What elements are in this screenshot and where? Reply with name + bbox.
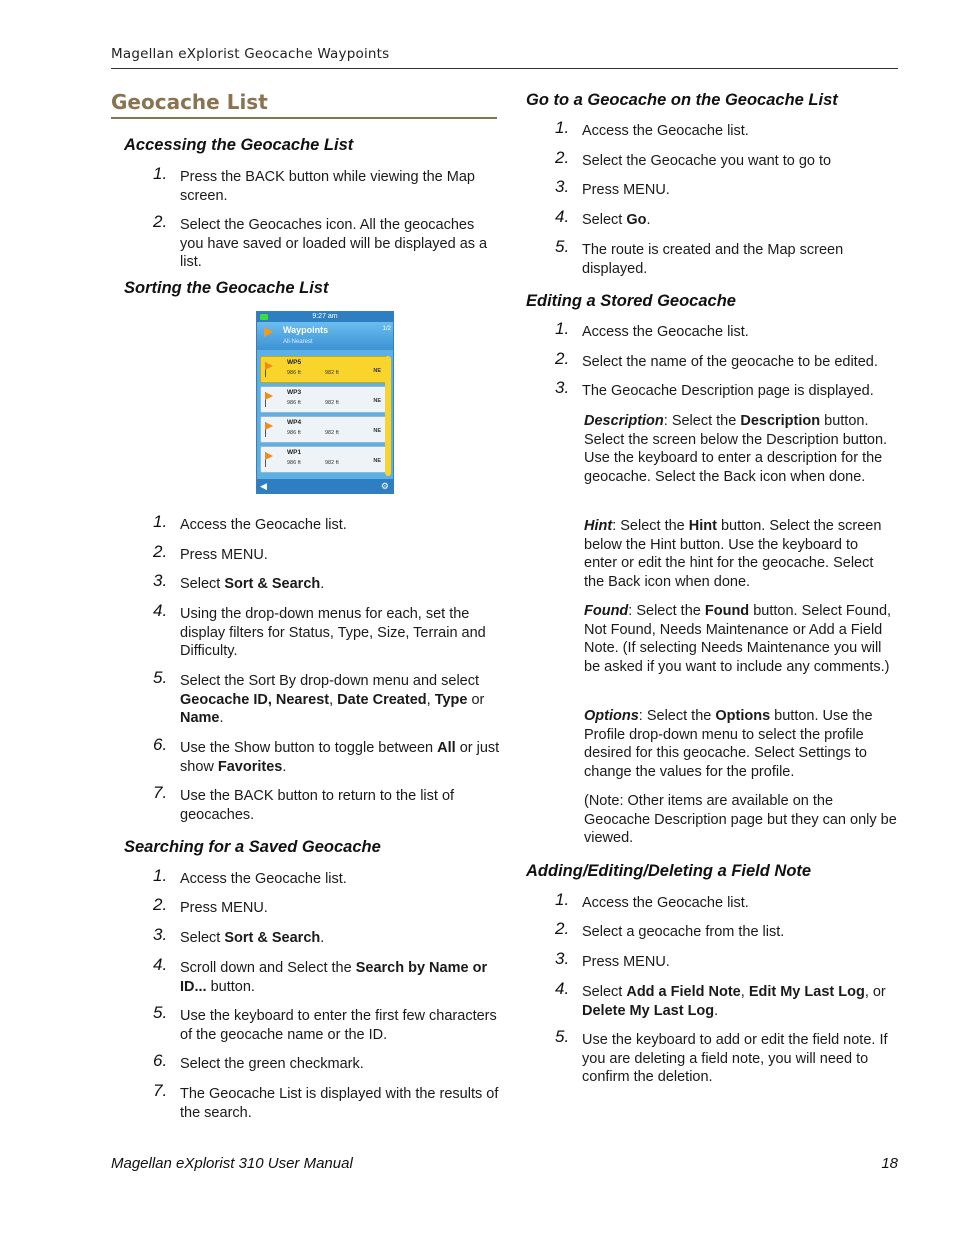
step-number: 2. [153,895,168,914]
waypoint-direction: NE [373,458,381,464]
menu-icon[interactable]: ⚙ [380,481,389,491]
step-text: Select [582,212,627,228]
list-item [153,512,500,535]
device-subtitle: All-Nearest [283,339,313,345]
para-text: button. Select Found, Not Found, Needs Maintenance or Add a Field Note. (If selecting Needs Maintenance you will be asked if you want to include any comments.) [584,603,892,675]
footer-manual-title: Magellan eXplorist 310 User Manual [111,1155,353,1172]
device-title: Waypoints [283,325,329,335]
list-item [153,1081,500,1122]
step-text: Press MENU. [180,547,268,563]
step-number: 3. [555,177,570,196]
step-text: . [320,930,325,946]
para-bold: Hint [688,518,717,534]
note-paragraph: (Note: Other items are available on the Geocache Description page but they can only be viewed. [584,793,897,846]
step-text: Using the drop-down menus for each, set the display filters for Status, Type, Size, Terrain and Difficulty. [180,606,486,659]
step-text: Access the Geocache list. [582,123,749,139]
step-bold: Date Created [337,691,427,708]
list-item [153,866,500,889]
device-page-count: 1/2 [382,326,391,332]
flag-icon [265,362,273,370]
description-paragraph [584,412,898,486]
step-text: . [714,1002,719,1019]
device-status-bar [257,312,393,322]
term-label: Found [584,603,629,619]
list-item [153,668,500,728]
step-bold: Sort & Search [224,930,321,946]
para-text: : Select the [638,708,716,724]
step-number: 3. [555,378,570,397]
waypoint-direction: NE [373,368,381,374]
list-item [555,979,902,1020]
hint-paragraph [584,517,884,591]
step-text: Use the BACK button to return to the list of geocaches. [180,788,455,823]
step-bold: Delete My Last Log [582,1002,715,1019]
list-item [153,164,500,205]
waypoint-direction: NE [373,398,381,404]
waypoint-row[interactable] [260,386,388,413]
flag-icon [265,422,273,430]
waypoint-row[interactable] [260,446,388,473]
step-bold: All [437,740,456,756]
waypoint-name: WP3 [287,389,302,396]
step-text: or just show [180,740,500,775]
step-text: The Geocache List is displayed with the results of the search. [180,1086,499,1121]
step-bold: Add a Field Note [626,984,741,1000]
step-text: Access the Geocache list. [582,895,749,911]
options-paragraph [584,707,900,781]
step-number: 2. [153,542,168,561]
step-number: 1. [555,890,570,909]
term-label: Hint [584,518,613,534]
para-bold: Found [704,603,750,619]
para-bold: Options [715,708,771,724]
step-number: 5. [555,237,570,256]
para-bold: Description [740,413,821,429]
waypoint-distance: 986 ft [287,370,301,376]
device-screenshot [256,311,394,494]
step-text: button. [206,978,255,995]
waypoint-name: WP5 [287,359,302,366]
step-text: Use the keyboard to add or edit the field note. If you are deleting a field note, you will need to confirm the deletion. [582,1032,888,1085]
step-text: , [329,691,338,708]
step-text: Press MENU. [582,182,670,198]
step-text: Select a geocache from the list. [582,924,785,940]
step-text: . [320,576,325,592]
waypoint-row[interactable] [260,356,388,383]
list-item [555,177,902,200]
waypoint-distance: 986 ft [287,460,301,466]
waypoint-distance: 986 ft [287,400,301,406]
step-text: , or [864,984,886,1000]
para-text: button. Use the Profile drop-down menu to select the profile desired for this geocache. Select Settings to change the values for the profile. [584,708,873,780]
step-number: 1. [153,164,168,183]
flag-icon [265,452,273,460]
step-number: 2. [555,919,570,938]
para-text: : Select the [628,603,705,619]
step-text: , [740,984,749,1000]
battery-icon [260,314,268,320]
list-item [555,148,902,171]
list-item [555,949,902,972]
subheading-editing: Editing a Stored Geocache [526,292,736,310]
step-text: Select [180,930,225,946]
step-text: . [282,758,287,775]
step-number: 2. [555,349,570,368]
step-bold: Type [434,691,468,708]
device-bottom-bar [257,479,393,493]
step-bold: Geocache ID, Nearest [180,691,330,708]
step-text: Press the BACK button while viewing the Map screen. [180,169,475,204]
step-text: Press MENU. [180,900,268,916]
list-item [153,601,500,661]
header-rule [111,68,898,69]
para-text: button. Select the screen below the Description button. Use the keyboard to enter a description for the geocache. Select the Back icon when done. [584,413,888,485]
waypoint-direction: NE [373,428,381,434]
list-item [555,349,902,372]
para-text: button. Select the screen below the Hint button. Use the keyboard to enter or edit the hint for the geocache. Select the Back icon when done. [584,518,882,590]
list-item [555,1027,902,1087]
step-text: Press MENU. [582,954,670,970]
waypoint-distance: 986 ft [287,430,301,436]
step-text: The route is created and the Map screen displayed. [582,242,844,277]
step-bold: Name [180,710,220,726]
step-text: The Geocache Description page is displayed. [582,383,874,399]
list-item [153,1003,500,1044]
step-number: 2. [153,212,168,231]
step-text: Select the Sort By drop-down menu and select [180,673,480,689]
list-item [555,890,902,913]
step-number: 4. [555,207,570,226]
step-text: Scroll down and Select the [180,960,356,976]
back-icon[interactable]: ◀ [260,481,267,491]
step-number: 3. [555,949,570,968]
list-item [153,955,500,996]
found-paragraph [584,602,900,676]
step-text: . [646,212,651,228]
list-item [555,118,902,141]
step-number: 1. [555,319,570,338]
running-header: Magellan eXplorist Geocache Waypoints [111,46,390,62]
step-number: 4. [153,955,168,974]
step-bold: Favorites [217,758,283,775]
waypoint-elevation: 982 ft [325,370,339,376]
step-text: Select [180,576,225,592]
waypoint-elevation: 982 ft [325,430,339,436]
step-number: 5. [153,668,168,687]
para-text: : Select the [663,413,741,429]
step-number: 3. [153,925,168,944]
step-number: 4. [153,601,168,620]
step-number: 5. [153,1003,168,1022]
waypoint-elevation: 982 ft [325,460,339,466]
step-text: Select the Geocaches icon. All the geocaches you have saved or loaded will be displayed as a list. [180,217,488,270]
waypoint-flag-icon [264,327,273,337]
list-item [555,319,902,342]
step-bold: Search by Name or ID... [180,960,488,995]
step-number: 1. [153,866,168,885]
waypoint-name: WP1 [287,449,302,456]
step-bold: Go [626,212,647,228]
list-item [153,212,500,272]
step-number: 7. [153,783,168,802]
step-number: 1. [555,118,570,137]
step-text: Select the green checkmark. [180,1056,364,1072]
step-text: or [467,691,485,708]
step-number: 7. [153,1081,168,1100]
subheading-fieldnote: Adding/Editing/Deleting a Field Note [526,862,812,880]
list-item [153,735,500,776]
device-time: 9:27 am [312,313,338,320]
list-item [153,542,500,565]
step-text: Access the Geocache list. [180,517,347,533]
section-title: Geocache List [111,90,497,119]
flag-icon [265,392,273,400]
step-number: 6. [153,1051,168,1070]
step-number: 4. [555,979,570,998]
waypoint-row[interactable] [260,416,388,443]
list-item [153,571,500,594]
step-text: Select [582,984,627,1000]
list-item [153,925,500,948]
list-item [555,378,902,401]
subheading-goto: Go to a Geocache on the Geocache List [526,91,838,109]
list-item [555,919,902,942]
step-number: 6. [153,735,168,754]
waypoint-name: WP4 [287,419,302,426]
step-text: Use the keyboard to enter the first few characters of the geocache name or the ID. [180,1008,497,1043]
step-number: 5. [555,1027,570,1046]
step-text: Use the Show button to toggle between [180,740,438,756]
list-item [153,895,500,918]
step-text: Access the Geocache list. [582,324,749,340]
step-number: 1. [153,512,168,531]
para-text: : Select the [612,518,689,534]
step-text: Select the name of the geocache to be edited. [582,354,878,370]
step-number: 2. [555,148,570,167]
step-text: Access the Geocache list. [180,871,347,887]
waypoint-list [260,356,388,476]
list-item [153,1051,500,1074]
term-label: Description [584,413,664,429]
step-bold: Edit My Last Log [748,984,865,1000]
term-label: Options [584,708,639,724]
list-item [555,237,882,278]
step-bold: Sort & Search [224,576,321,592]
step-text: , [426,691,435,708]
waypoint-elevation: 982 ft [325,400,339,406]
page-number: 18 [881,1155,898,1172]
list-item [153,783,500,824]
subheading-accessing: Accessing the Geocache List [124,136,354,154]
subheading-sorting: Sorting the Geocache List [124,279,329,297]
step-text: Select the Geocache you want to go to [582,153,832,169]
list-item [555,207,902,230]
device-scrollbar[interactable] [385,356,391,476]
subheading-searching: Searching for a Saved Geocache [124,838,381,856]
step-text: . [219,710,224,726]
step-number: 3. [153,571,168,590]
